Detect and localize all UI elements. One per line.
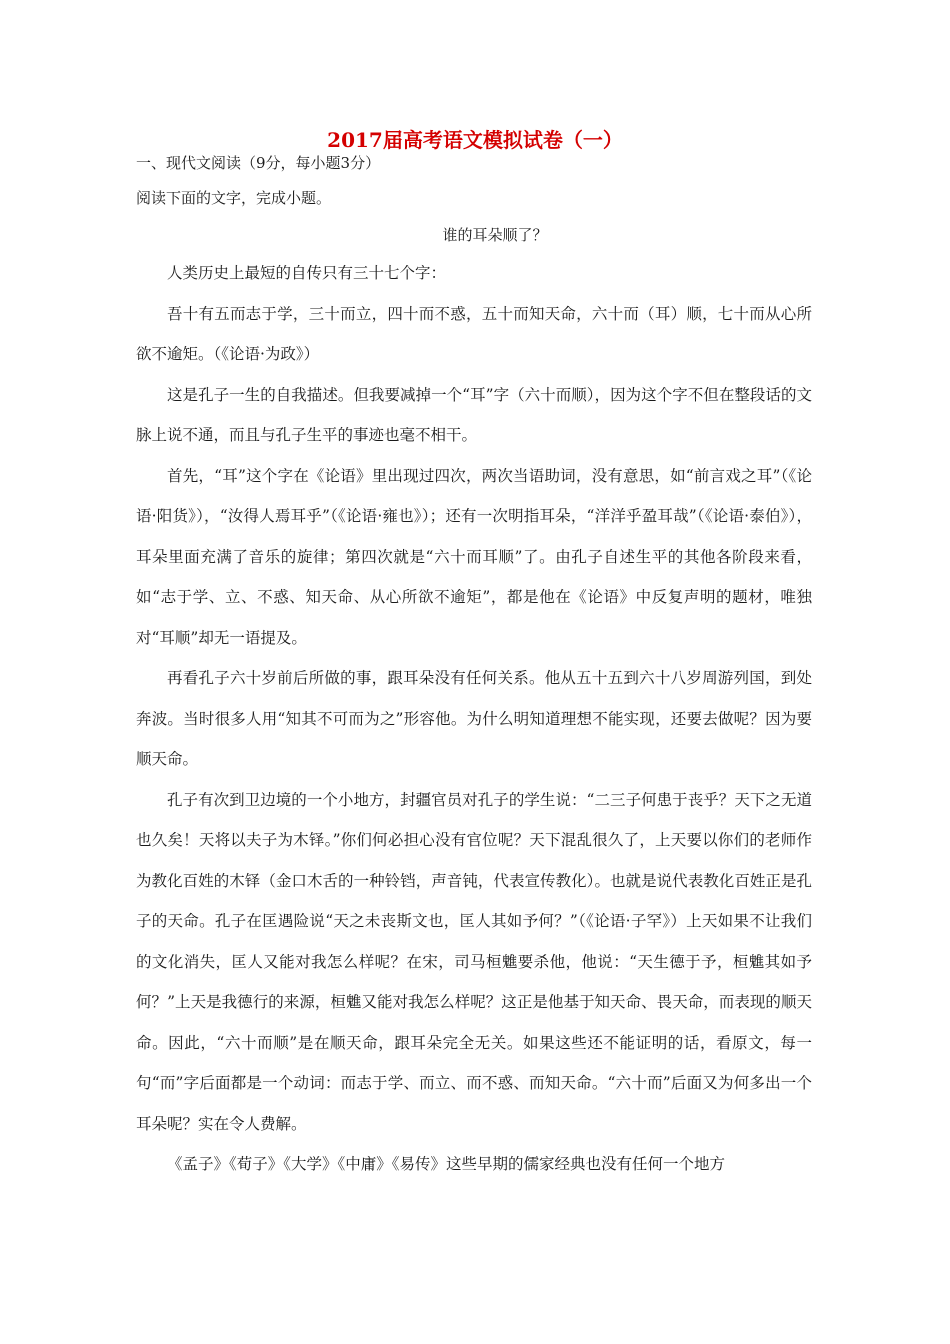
paragraph: 再看孔子六十岁前后所做的事，跟耳朵没有任何关系。他从五十五到六十八岁周游列国，到处奔波。当时很多人用“知其不可而为之”形容他。为什么明知道理想不能实现，还要去做呢？因为要顺天命。 [136, 669, 812, 768]
paragraph: 《孟子》《荀子》《大学》《中庸》《易传》这些早期的儒家经典也没有任何一个地方 [167, 1155, 726, 1173]
paragraph: 首先，“耳”这个字在《论语》里出现过四次，两次当语助词，没有意思，如“前言戏之耳”（《论语·阳货》），“汝得人焉耳乎”（《论语·雍也》）；还有一次明指耳朵，“洋洋乎盈耳哉”（《论语·泰伯》），耳朵里面充满了音乐的旋律；第四次就是“六十而耳顺”了。由孔子自述生平的其他各阶段来看，如“志于学、立、不惑、知天命、从心所欲不逾矩”，都是他在《论语》中反复声明的题材，唯独对“耳顺”却无一语提及。 [136, 466, 812, 647]
section-heading: 一、现代文阅读（9分，每小题3分） [136, 154, 381, 172]
paragraph: 孔子有次到卫边境的一个小地方，封疆官员对孔子的学生说：“二三子何患于丧乎？天下之无道也久矣！天将以夫子为木铎。”你们何必担心没有官位呢？天下混乱很久了，上天要以你们的老师作为教化百姓的木铎（金口木舌的一种铃铛，声音钝，代表宣传教化）。也就是说代表教化百姓正是孔子的天命。孔子在匡遇险说“天之未丧斯文也，匡人其如予何？”（《论语·子罕》）上天如果不让我们的文化消失，匡人又能对我怎么样呢？在宋，司马桓魋要杀他，他说：“天生德于予，桓魋其如予何？”上天是我德行的来源，桓魋又能对我怎么样呢？这正是他基于知天命、畏天命，而表现的顺天命。因此，“六十而顺”是在顺天命，跟耳朵完全无关。如果这些还不能证明的话，看原文，每一句“而”字后面都是一个动词：而志于学、而立、而不惑、而知天命。“六十而”后面又为何多出一个耳朵呢？实在令人费解。 [136, 790, 812, 1133]
paragraph: 吾十有五而志于学，三十而立，四十而不惑，五十而知天命，六十而（耳）顺，七十而从心所欲不逾矩。（《论语·为政》） [136, 304, 812, 363]
paragraph: 人类历史上最短的自传只有三十七个字： [167, 264, 447, 282]
passage-title: 谁的耳朵顺了？ [442, 226, 548, 244]
exam-title: 2017届高考语文模拟试卷（一） [327, 128, 623, 152]
paragraph: 这是孔子一生的自我描述。但我要减掉一个“耳”字（六十而顺），因为这个字不但在整段话的文脉上说不通，而且与孔子生平的事迹也毫不相干。 [136, 385, 812, 444]
reading-instruction: 阅读下面的文字，完成小题。 [136, 189, 332, 207]
passage-body [136, 253, 812, 1185]
